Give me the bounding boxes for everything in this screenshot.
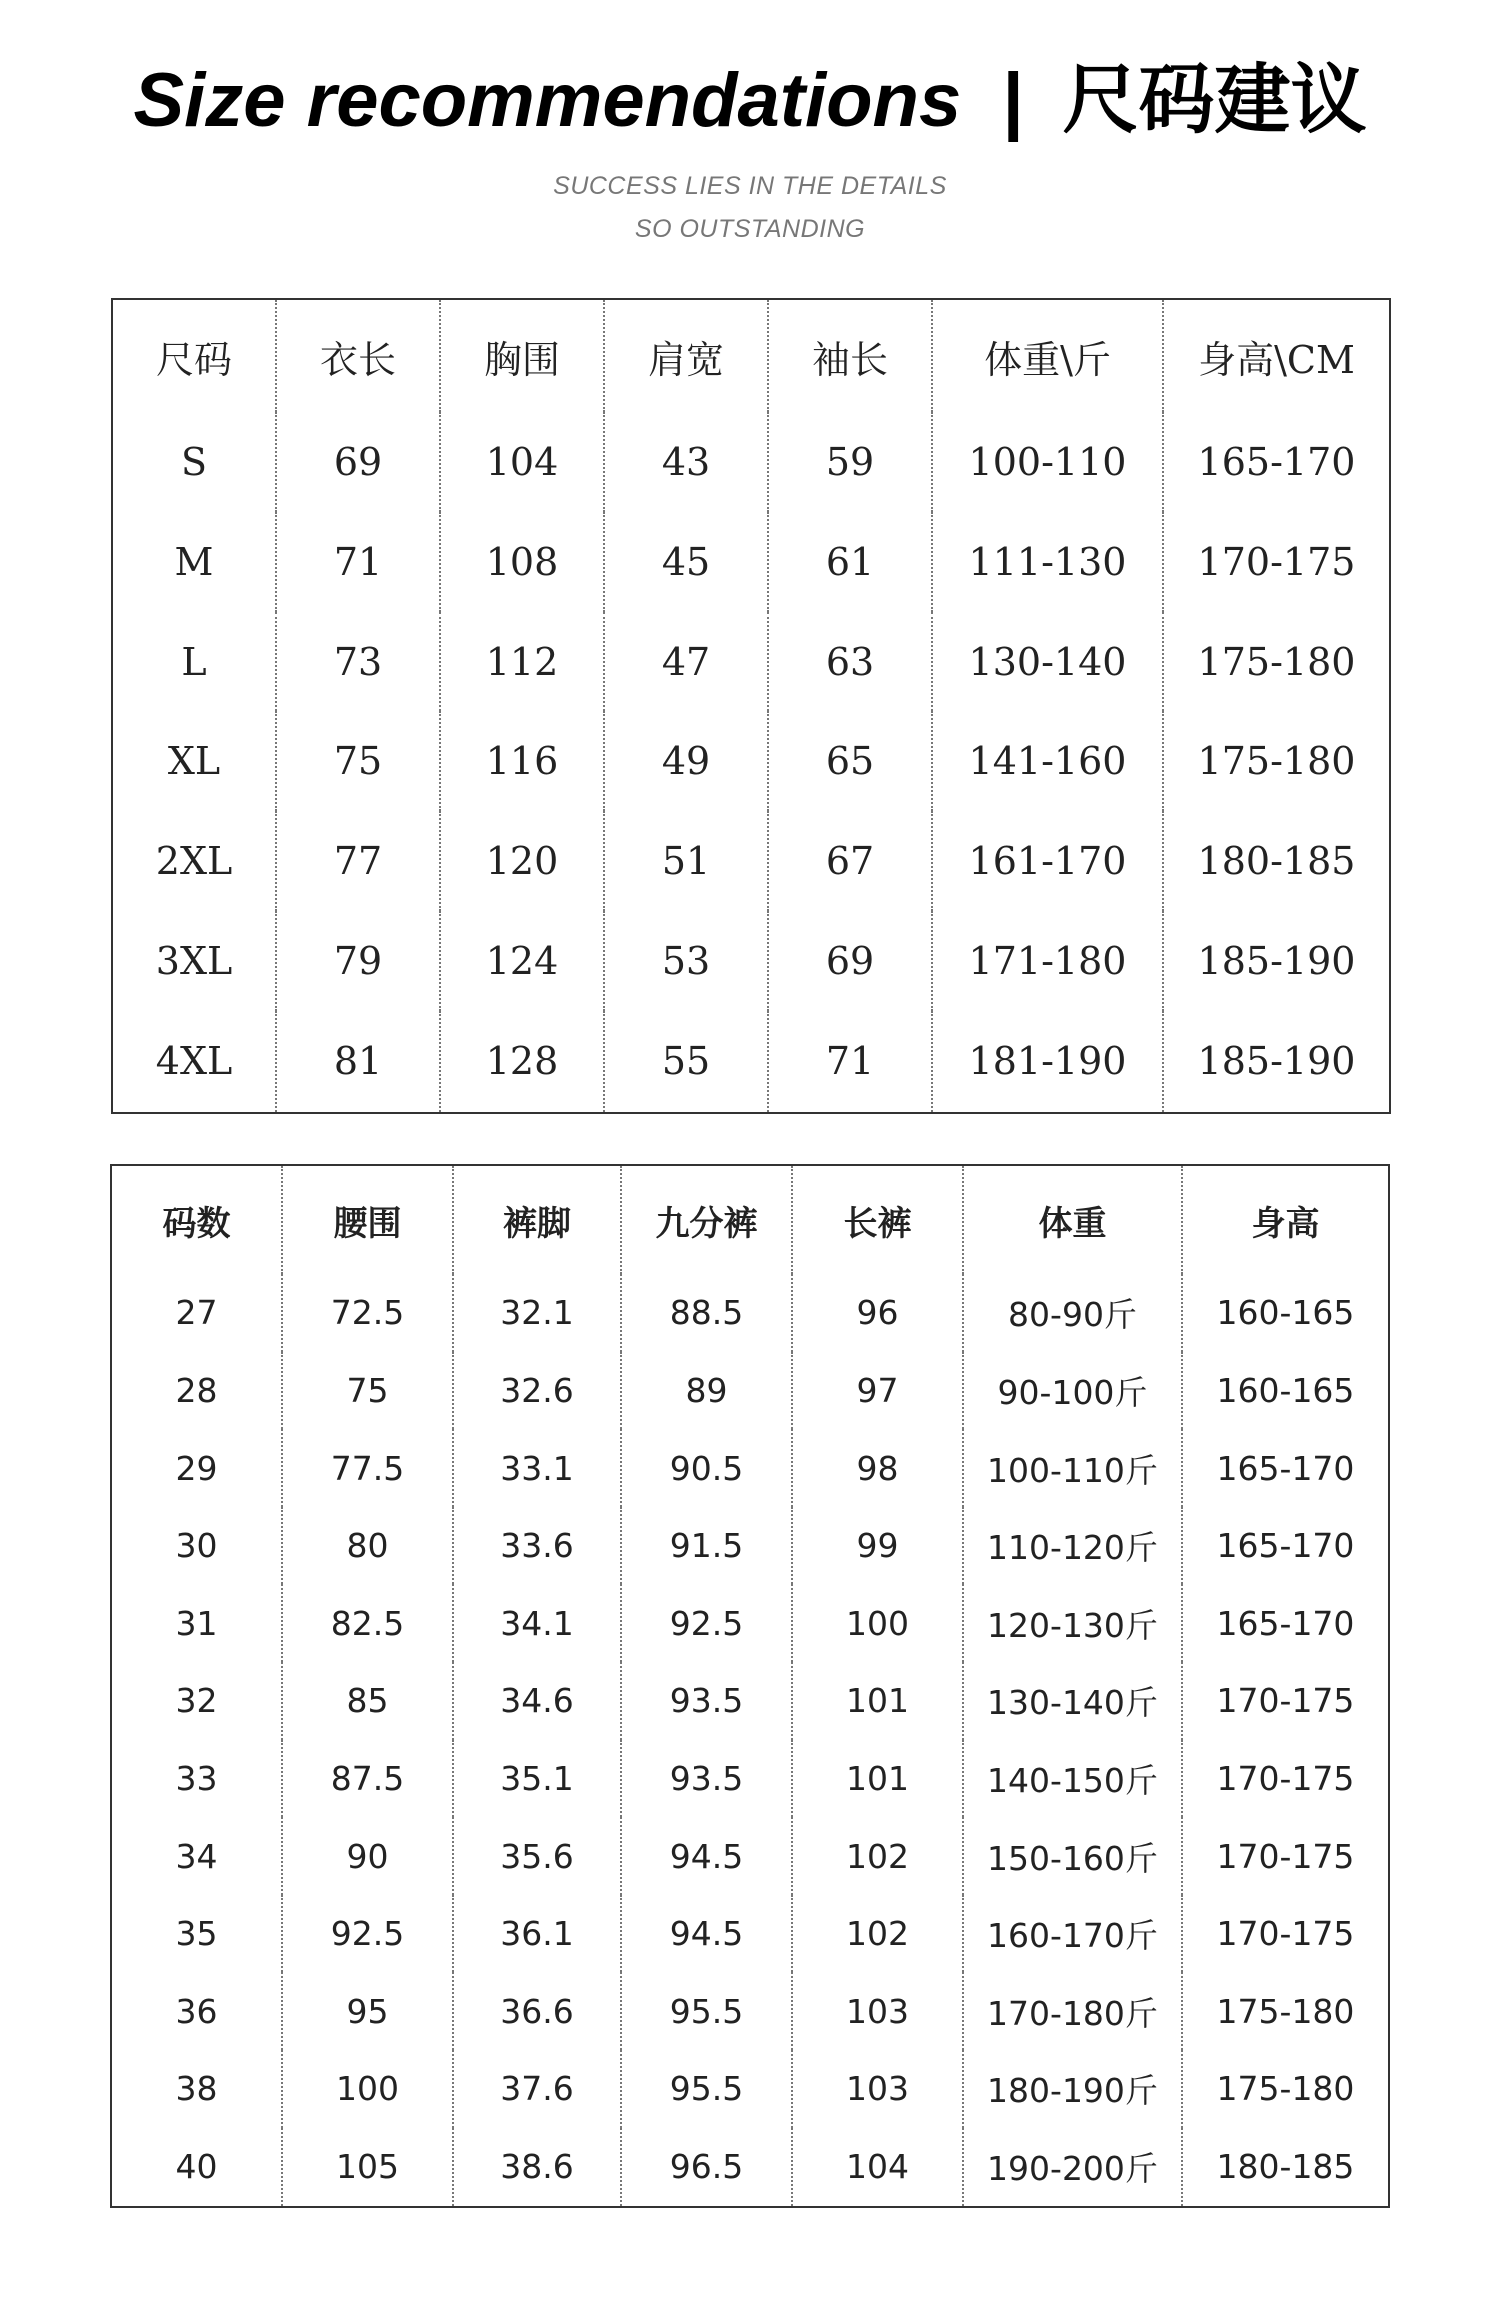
table-cell: 75	[282, 1352, 453, 1430]
table-cell: 124	[440, 911, 604, 1011]
table-cell: 29	[175, 1448, 218, 1488]
table-cell: 82.5	[282, 1584, 453, 1662]
table-cell: 33.6	[453, 1507, 621, 1585]
column-header: 尺码	[155, 337, 232, 382]
column-header: 衣长	[276, 299, 440, 412]
table-cell: 95.5	[621, 2050, 792, 2128]
table-cell: 87.5	[282, 1740, 453, 1818]
page-title	[0, 50, 1500, 151]
table-cell: 130-140斤	[963, 1662, 1182, 1740]
table-header-row	[111, 1165, 1389, 1274]
table-row	[111, 2050, 1389, 2128]
table-cell: 53	[604, 911, 768, 1011]
table-cell: 180-185	[1182, 2128, 1389, 2207]
table-row	[111, 1584, 1389, 1662]
table-cell: 30	[175, 1526, 218, 1566]
table-cell: 90	[282, 1817, 453, 1895]
table-cell: 180-185	[1163, 811, 1390, 911]
table-cell: 100-110斤	[963, 1429, 1182, 1507]
table-cell: 170-175	[1182, 1895, 1389, 1973]
table-cell: 185-190	[1163, 911, 1390, 1011]
table-cell: 185-190	[1163, 1011, 1390, 1113]
column-header: 胸围	[440, 299, 604, 412]
table-row	[111, 1662, 1389, 1740]
table-cell: 150-160斤	[963, 1817, 1182, 1895]
table-cell: 95.5	[621, 1972, 792, 2050]
table-row	[111, 1274, 1389, 1352]
table-header-row	[112, 299, 1390, 412]
table-cell: 120-130斤	[963, 1584, 1182, 1662]
column-header: 肩宽	[604, 299, 768, 412]
table-cell: 33	[175, 1758, 218, 1798]
table-row	[111, 1429, 1389, 1507]
table-cell: 94.5	[621, 1817, 792, 1895]
table-row	[112, 612, 1390, 712]
bottom-size-table	[110, 1164, 1390, 2208]
table-cell: 92.5	[282, 1895, 453, 1973]
table-cell: 79	[276, 911, 440, 1011]
table-cell: 170-175	[1163, 512, 1390, 612]
table-cell: 160-170斤	[963, 1895, 1182, 1973]
table-cell: S	[180, 439, 208, 484]
table-cell: 130-140	[932, 612, 1163, 712]
table-cell: 43	[604, 412, 768, 512]
table-cell: 63	[768, 612, 932, 712]
table-cell: 165-170	[1182, 1507, 1389, 1585]
column-header: 九分裤	[621, 1165, 792, 1274]
table-cell: 102	[792, 1817, 963, 1895]
title-separator: |	[1001, 58, 1023, 143]
table-cell: 175-180	[1182, 1972, 1389, 2050]
table-cell: XL	[167, 739, 221, 784]
table-cell: 71	[768, 1011, 932, 1113]
table-cell: 112	[440, 612, 604, 712]
table-cell: M	[174, 539, 214, 584]
table-cell: 71	[276, 512, 440, 612]
table-cell: 38.6	[453, 2128, 621, 2207]
table-cell: 61	[768, 512, 932, 612]
table-cell: 4XL	[155, 1039, 233, 1084]
table-cell: 65	[768, 711, 932, 811]
table-cell: 105	[282, 2128, 453, 2207]
table-cell: 32.1	[453, 1274, 621, 1352]
title-chinese: 尺码建议	[1062, 55, 1367, 144]
table-cell: 170-175	[1182, 1740, 1389, 1818]
table-cell: 35.1	[453, 1740, 621, 1818]
column-header: 体重\斤	[932, 299, 1163, 412]
table-cell: 100-110	[932, 412, 1163, 512]
table-cell: 103	[792, 1972, 963, 2050]
table-cell: 95	[282, 1972, 453, 2050]
table-cell: 97	[792, 1352, 963, 1430]
table-cell: 94.5	[621, 1895, 792, 1973]
table-cell: 108	[440, 512, 604, 612]
table-row	[111, 1352, 1389, 1430]
table-cell: 69	[276, 412, 440, 512]
table-cell: 180-190斤	[963, 2050, 1182, 2128]
table-cell: 38	[175, 2069, 218, 2109]
table-cell: 59	[768, 412, 932, 512]
table-row	[111, 1895, 1389, 1973]
table-cell: 160-165	[1182, 1352, 1389, 1430]
table-cell: 171-180	[932, 911, 1163, 1011]
column-header: 长裤	[792, 1165, 963, 1274]
table-row	[111, 1740, 1389, 1818]
table-cell: 170-180斤	[963, 1972, 1182, 2050]
table-cell: 49	[604, 711, 768, 811]
table-cell: 45	[604, 512, 768, 612]
table-cell: 120	[440, 811, 604, 911]
table-cell: 98	[792, 1429, 963, 1507]
column-header: 身高\CM	[1163, 299, 1390, 412]
table-cell: 96.5	[621, 2128, 792, 2207]
title-english: Size recommendations	[133, 58, 962, 143]
table-cell: 67	[768, 811, 932, 911]
table-cell: 116	[440, 711, 604, 811]
table-cell: 190-200斤	[963, 2128, 1182, 2207]
table-cell: 27	[175, 1293, 218, 1333]
table-cell: 32	[175, 1681, 218, 1721]
table-cell: 33.1	[453, 1429, 621, 1507]
table-cell: 175-180	[1163, 711, 1390, 811]
top-size-table	[111, 298, 1391, 1114]
table-cell: 77.5	[282, 1429, 453, 1507]
table-cell: 31	[175, 1603, 218, 1643]
table-cell: 101	[792, 1740, 963, 1818]
table-cell: 110-120斤	[963, 1507, 1182, 1585]
table-cell: 92.5	[621, 1584, 792, 1662]
table-row	[112, 711, 1390, 811]
table-cell: 165-170	[1163, 412, 1390, 512]
table-cell: 93.5	[621, 1662, 792, 1740]
table-cell: 34	[175, 1836, 218, 1876]
table-row	[112, 911, 1390, 1011]
table-row	[112, 811, 1390, 911]
table-cell: 100	[792, 1584, 963, 1662]
subtitle-line-1: SUCCESS LIES IN THE DETAILS	[553, 172, 947, 200]
subtitle-line-2: SO OUTSTANDING	[634, 215, 866, 243]
column-header: 码数	[162, 1203, 231, 1244]
table-cell: 77	[276, 811, 440, 911]
table-cell: 161-170	[932, 811, 1163, 911]
table-cell: 90.5	[621, 1429, 792, 1507]
table-cell: 36	[175, 1991, 218, 2031]
table-row	[111, 2128, 1389, 2207]
table-cell: 36.1	[453, 1895, 621, 1973]
table-cell: 99	[792, 1507, 963, 1585]
table-cell: 80-90斤	[963, 1274, 1182, 1352]
table-cell: 47	[604, 612, 768, 712]
table-row	[111, 1507, 1389, 1585]
table-cell: 90-100斤	[963, 1352, 1182, 1430]
table-cell: 75	[276, 711, 440, 811]
table-cell: 81	[276, 1011, 440, 1113]
table-cell: 160-165	[1182, 1274, 1389, 1352]
table-cell: 103	[792, 2050, 963, 2128]
table-cell: 88.5	[621, 1274, 792, 1352]
column-header: 体重	[963, 1165, 1182, 1274]
table-cell: 69	[768, 911, 932, 1011]
column-header: 袖长	[768, 299, 932, 412]
table-cell: 85	[282, 1662, 453, 1740]
table-cell: 170-175	[1182, 1817, 1389, 1895]
table-row	[111, 1972, 1389, 2050]
table-cell: 140-150斤	[963, 1740, 1182, 1818]
table-cell: 51	[604, 811, 768, 911]
table-cell: 2XL	[155, 839, 233, 884]
table-cell: 72.5	[282, 1274, 453, 1352]
table-cell: 40	[175, 2147, 218, 2187]
table-cell: 35	[175, 1914, 218, 1954]
table-cell: 170-175	[1182, 1662, 1389, 1740]
table-cell: 111-130	[932, 512, 1163, 612]
table-cell: 104	[440, 412, 604, 512]
table-cell: 128	[440, 1011, 604, 1113]
table-cell: 34.1	[453, 1584, 621, 1662]
table-cell: L	[181, 639, 207, 684]
table-cell: 55	[604, 1011, 768, 1113]
table-cell: 104	[792, 2128, 963, 2207]
table-cell: 165-170	[1182, 1584, 1389, 1662]
table-cell: 102	[792, 1895, 963, 1973]
table-cell: 91.5	[621, 1507, 792, 1585]
column-header: 裤脚	[453, 1165, 621, 1274]
table-cell: 175-180	[1163, 612, 1390, 712]
table-row	[112, 412, 1390, 512]
table-cell: 96	[792, 1274, 963, 1352]
table-cell: 80	[282, 1507, 453, 1585]
table-cell: 100	[282, 2050, 453, 2128]
table-cell: 28	[175, 1370, 218, 1410]
table-cell: 32.6	[453, 1352, 621, 1430]
table-cell: 36.6	[453, 1972, 621, 2050]
table-cell: 89	[621, 1352, 792, 1430]
table-cell: 175-180	[1182, 2050, 1389, 2128]
column-header: 身高	[1182, 1165, 1389, 1274]
table-row	[112, 512, 1390, 612]
table-cell: 73	[276, 612, 440, 712]
table-cell: 141-160	[932, 711, 1163, 811]
table-cell: 37.6	[453, 2050, 621, 2128]
table-cell: 35.6	[453, 1817, 621, 1895]
table-cell: 93.5	[621, 1740, 792, 1818]
table-cell: 101	[792, 1662, 963, 1740]
table-row	[112, 1011, 1390, 1113]
table-cell: 181-190	[932, 1011, 1163, 1113]
table-row	[111, 1817, 1389, 1895]
column-header: 腰围	[282, 1165, 453, 1274]
table-cell: 165-170	[1182, 1429, 1389, 1507]
table-cell: 34.6	[453, 1662, 621, 1740]
table-cell: 3XL	[155, 938, 233, 983]
